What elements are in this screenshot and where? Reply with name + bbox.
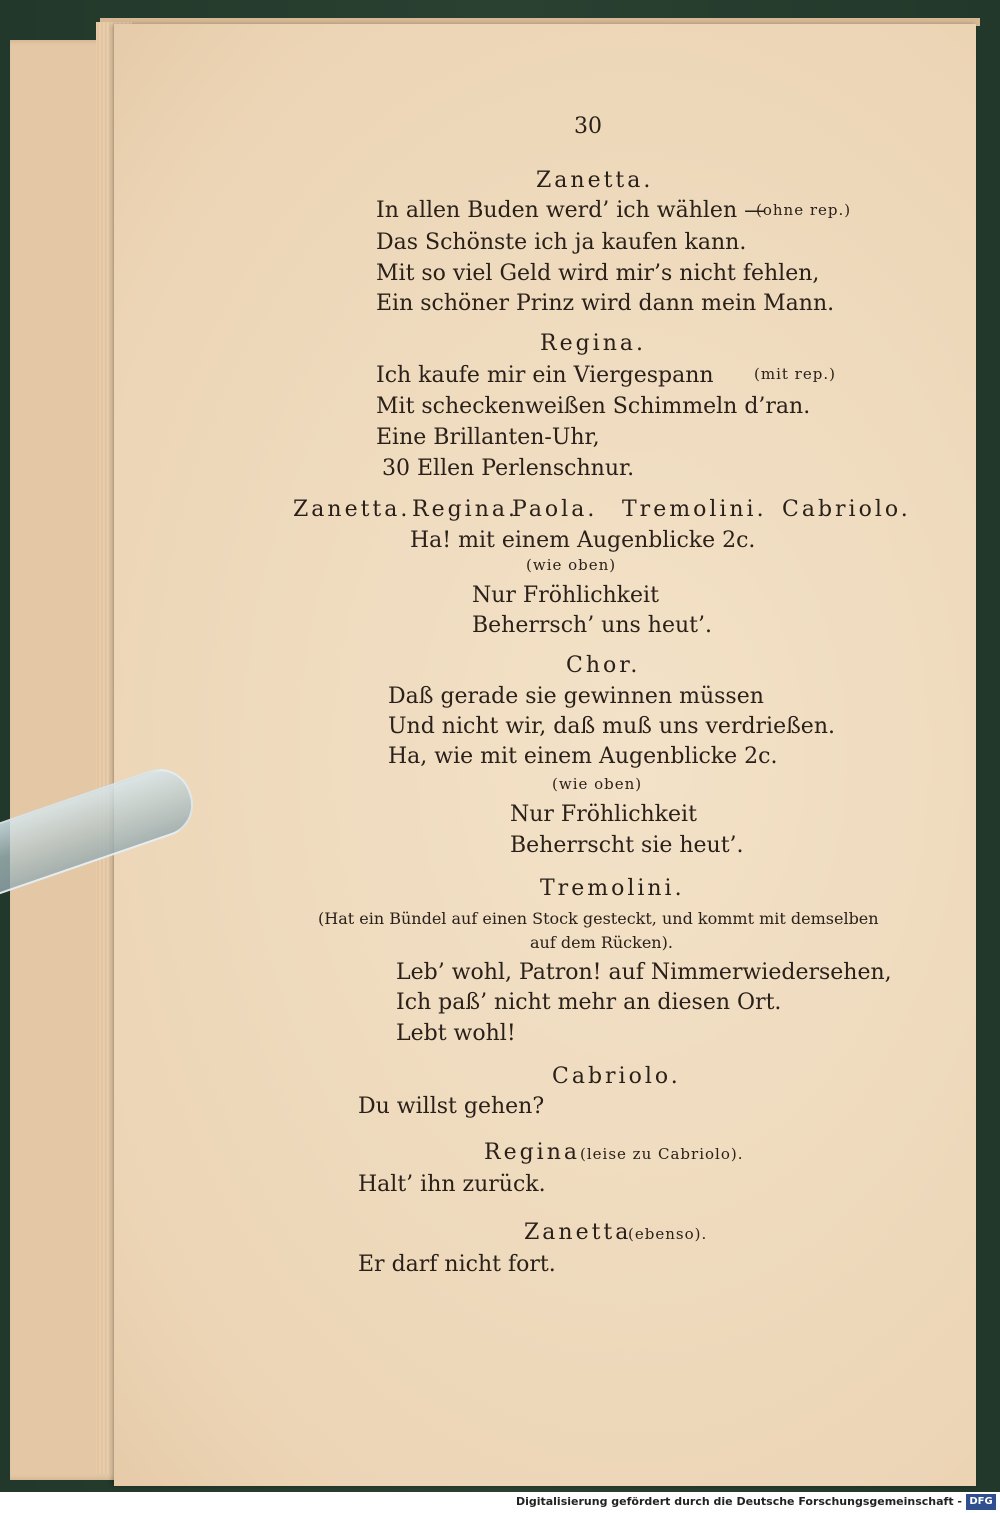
speaker-regina: Regina: [484, 1140, 580, 1165]
stage-note: (wie oben): [526, 556, 617, 574]
verse-line: Beherrsch’ uns heut’.: [472, 613, 712, 638]
dfg-logo: DFG: [966, 1494, 996, 1510]
verse-line: Ein schöner Prinz wird dann mein Mann.: [376, 291, 835, 316]
verse-line: Nur Fröhlichkeit: [510, 802, 697, 827]
stage-note: (mit rep.): [754, 365, 836, 383]
speaker-paola: Paola.: [512, 497, 598, 522]
verse-line: Lebt wohl!: [396, 1021, 516, 1046]
verse-line: Mit so viel Geld wird mir’s nicht fehlen,: [376, 261, 820, 286]
verse-line: 30 Ellen Perlenschnur.: [382, 456, 635, 481]
verse-line: Leb’ wohl, Patron! auf Nimmerwiedersehen,: [396, 960, 892, 985]
speaker-zanetta: Zanetta: [524, 1220, 632, 1245]
verse-line: Mit scheckenweißen Schimmeln d’ran.: [376, 394, 811, 419]
speaker-chor: Chor.: [566, 653, 641, 678]
verse-line: Und nicht wir, daß muß uns verdrießen.: [388, 714, 835, 739]
verse-line: Du willst gehen?: [358, 1094, 545, 1119]
speaker-tremolini: Tremolini.: [622, 497, 767, 522]
stage-direction: (ebenso).: [628, 1225, 708, 1243]
speaker-cabriolo: Cabriolo.: [782, 497, 911, 522]
verse-line: Nur Fröhlichkeit: [472, 583, 659, 608]
speaker-tremolini: Tremolini.: [540, 876, 685, 901]
digitization-footer: [0, 1492, 1000, 1513]
stage-note: (ohne rep.): [756, 201, 852, 219]
verse-line: Eine Brillanten-Uhr,: [376, 425, 600, 450]
stage-note: (wie oben): [552, 775, 643, 793]
stage-direction: (Hat ein Bündel auf einen Stock gesteckt, und kommt mit demselben: [318, 909, 879, 928]
verse-line: Beherrscht sie heut’.: [510, 833, 744, 858]
verse-line: Ha! mit einem Augenblicke 2c.: [410, 528, 756, 553]
verse-line: Halt’ ihn zurück.: [358, 1172, 546, 1197]
verse-line: Ha, wie mit einem Augenblicke 2c.: [388, 744, 778, 769]
speaker-zanetta: Zanetta.: [293, 497, 411, 522]
digitization-credit: Digitalisierung gefördert durch die Deutsche Forschungsgemeinschaft -: [515, 1495, 962, 1508]
verse-line: Daß gerade sie gewinnen müssen: [388, 684, 764, 709]
verse-line: Ich kaufe mir ein Viergespann: [376, 363, 714, 388]
verse-line: Ich paß’ nicht mehr an diesen Ort.: [396, 990, 782, 1015]
stage-direction: (leise zu Cabriolo).: [580, 1145, 744, 1163]
verse-line: Er darf nicht fort.: [358, 1252, 556, 1277]
stage-direction: auf dem Rücken).: [530, 933, 673, 952]
verse-line: In allen Buden werd’ ich wählen —: [376, 198, 767, 223]
speaker-zanetta: Zanetta.: [536, 168, 654, 193]
speaker-regina: Regina.: [540, 331, 646, 356]
verse-line: Das Schönste ich ja kaufen kann.: [376, 230, 747, 255]
speaker-regina: Regina.: [412, 497, 518, 522]
page-number: 30: [574, 114, 602, 139]
speaker-cabriolo: Cabriolo.: [552, 1064, 681, 1089]
